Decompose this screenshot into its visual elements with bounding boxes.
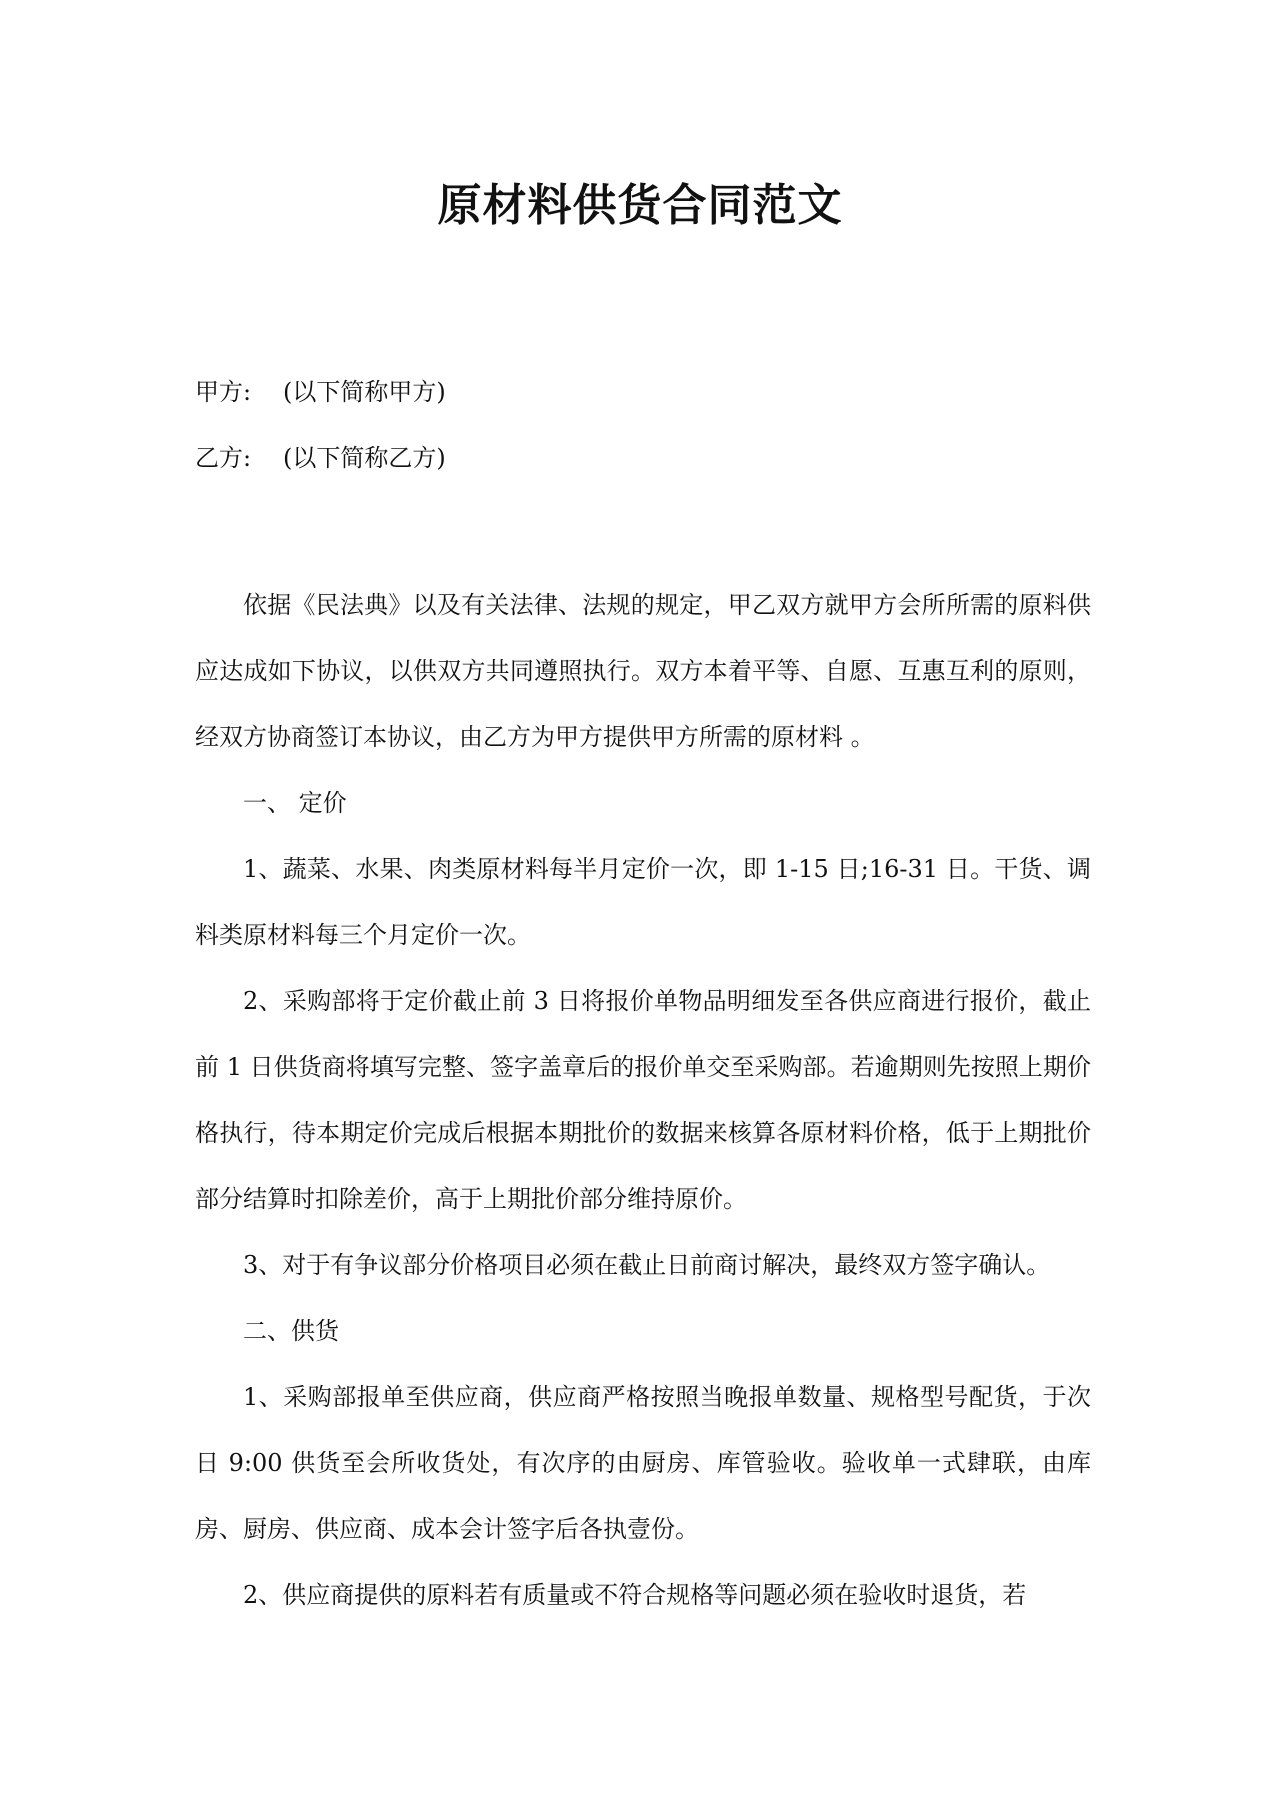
document-title: 原材料供货合同范文 [437,180,843,231]
party-b-label: 乙方: [195,444,252,472]
supply-clause-1: 1、采购部报单至供应商，供应商严格按照当晚报单数量、规格型号配货，于次日 9:00 供货至会所收货处，有次序的由厨房、库管验收。验收单一式肆联，由库房、厨房、供应商、成本会计签字后各执壹份。 [195,1383,1091,1543]
section-heading-supply: 二、供货 [243,1317,339,1345]
section-heading-pricing: 一、 定价 [243,789,347,817]
party-b-line [195,440,446,476]
party-a-label: 甲方: [195,378,252,406]
party-a-line [195,374,446,410]
intro-paragraph: 依据《民法典》以及有关法律、法规的规定，甲乙双方就甲方会所所需的原料供应达成如下协议，以供双方共同遵照执行。双方本着平等、自愿、互惠互利的原则，经双方协商签订本协议，由乙方为甲方提供甲方所需的原材料 。 [195,591,1091,751]
supply-clause-2: 2、供应商提供的原料若有质量或不符合规格等问题必须在验收时退货，若 [243,1581,1027,1609]
party-b-value: (以下简称乙方) [283,444,446,472]
party-a-value: (以下简称甲方) [283,378,446,406]
contract-body [195,572,1091,1628]
pricing-clause-3: 3、对于有争议部分价格项目必须在截止日前商讨解决，最终双方签字确认。 [243,1251,1051,1279]
pricing-clause-2: 2、采购部将于定价截止前 3 日将报价单物品明细发至各供应商进行报价，截止前 1 日供货商将填写完整、签字盖章后的报价单交至采购部。若逾期则先按照上期价格执行，待本期定价完成后根据本期批价的数据来核算各原材料价格，低于上期批价部分结算时扣除差价，高于上期批价部分维持原价。 [195,987,1091,1213]
pricing-clause-1: 1、蔬菜、水果、肉类原材料每半月定价一次，即 1-15 日;16-31 日。干货、调料类原材料每三个月定价一次。 [195,855,1091,949]
